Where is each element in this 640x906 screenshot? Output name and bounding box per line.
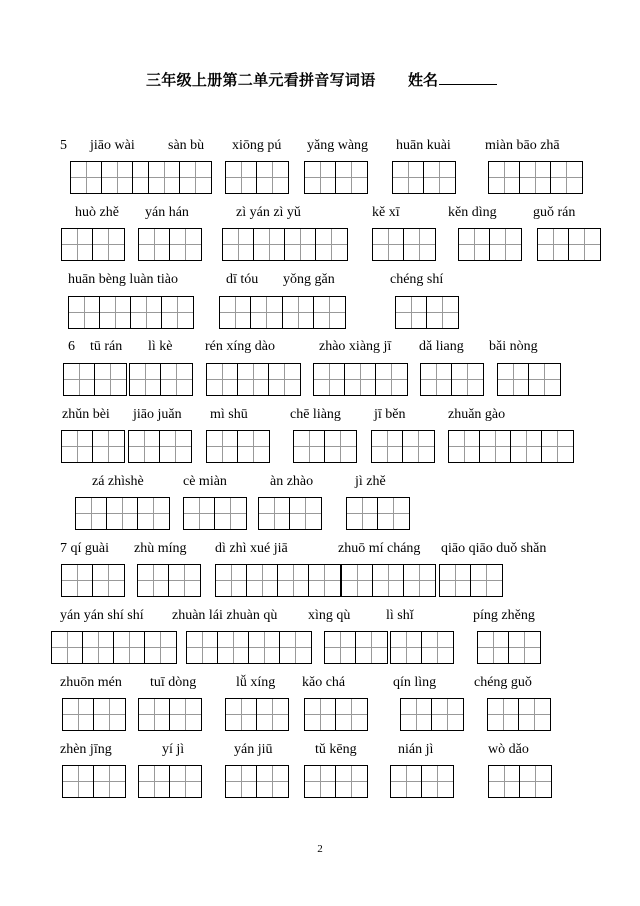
- writing-cell[interactable]: [309, 565, 340, 596]
- writing-cell[interactable]: [520, 162, 551, 193]
- writing-cell[interactable]: [249, 632, 280, 663]
- pinyin-prompt: tū rán: [90, 339, 123, 354]
- writing-cell[interactable]: [226, 699, 257, 730]
- writing-cell[interactable]: [207, 364, 238, 395]
- writing-cell[interactable]: [184, 498, 215, 529]
- writing-cell[interactable]: [314, 364, 345, 395]
- name-blank-line: [439, 69, 497, 85]
- writing-cell[interactable]: [404, 565, 435, 596]
- writing-cell[interactable]: [218, 632, 249, 663]
- writing-cell[interactable]: [459, 229, 490, 260]
- writing-cell[interactable]: [102, 162, 133, 193]
- worksheet-title: 三年级上册第二单元看拼音写词语: [146, 73, 376, 89]
- writing-grid: [129, 363, 193, 396]
- pinyin-prompt: zhǔn bèi: [62, 407, 110, 422]
- pinyin-prompt: 6: [68, 339, 75, 354]
- pinyin-prompt: zhù míng: [134, 541, 187, 556]
- writing-grid: [293, 430, 357, 463]
- writing-cell[interactable]: [404, 229, 435, 260]
- writing-cell[interactable]: [336, 766, 367, 797]
- writing-cell[interactable]: [129, 431, 160, 462]
- writing-cell[interactable]: [316, 229, 347, 260]
- writing-cell[interactable]: [529, 364, 560, 395]
- writing-grid: [372, 228, 436, 261]
- writing-cell[interactable]: [62, 229, 93, 260]
- pinyin-prompt: chéng shí: [390, 272, 444, 287]
- writing-cell[interactable]: [376, 364, 407, 395]
- pinyin-prompt: zhuǎn gào: [448, 407, 506, 422]
- writing-cell[interactable]: [391, 632, 422, 663]
- writing-cell[interactable]: [69, 297, 100, 328]
- writing-cell[interactable]: [145, 632, 176, 663]
- writing-cell[interactable]: [238, 364, 269, 395]
- writing-cell[interactable]: [93, 431, 124, 462]
- writing-cell[interactable]: [490, 229, 521, 260]
- pinyin-prompt: jì zhě: [355, 474, 386, 489]
- pinyin-prompt: jiāo juǎn: [133, 407, 182, 422]
- writing-cell[interactable]: [314, 297, 345, 328]
- pinyin-prompt: yǒng gǎn: [283, 272, 335, 287]
- pinyin-prompt: 7 qí guài: [60, 541, 109, 556]
- writing-cell[interactable]: [424, 162, 455, 193]
- writing-grid: [371, 430, 435, 463]
- writing-grid: [282, 296, 346, 329]
- pinyin-prompt: qín lìng: [393, 675, 437, 690]
- writing-cell[interactable]: [452, 364, 483, 395]
- writing-cell[interactable]: [542, 431, 573, 462]
- writing-cell[interactable]: [223, 229, 254, 260]
- writing-grid: [128, 430, 192, 463]
- name-label: 姓名: [408, 73, 439, 89]
- writing-cell[interactable]: [257, 162, 288, 193]
- writing-cell[interactable]: [396, 297, 427, 328]
- pinyin-prompt: chéng guǒ: [474, 675, 532, 690]
- pinyin-prompt: yí jì: [162, 742, 185, 757]
- writing-grid: [346, 497, 410, 530]
- writing-cell[interactable]: [94, 699, 125, 730]
- pinyin-prompt: qiāo qiāo duǒ shǎn: [441, 541, 547, 556]
- pinyin-prompt: jī běn: [374, 407, 406, 422]
- writing-grid: [258, 497, 322, 530]
- pinyin-prompt: zhuōn mén: [60, 675, 122, 690]
- writing-cell[interactable]: [278, 565, 309, 596]
- writing-cell[interactable]: [76, 498, 107, 529]
- writing-grid: [304, 765, 368, 798]
- writing-grid: [148, 161, 212, 194]
- writing-cell[interactable]: [160, 431, 191, 462]
- writing-cell[interactable]: [283, 297, 314, 328]
- writing-cell[interactable]: [427, 297, 458, 328]
- writing-cell[interactable]: [345, 364, 376, 395]
- writing-cell[interactable]: [269, 364, 300, 395]
- pinyin-prompt: huān bèng luàn tiào: [68, 272, 179, 287]
- writing-grid: [62, 765, 126, 798]
- writing-cell[interactable]: [285, 229, 316, 260]
- pinyin-prompt: zì yán zì yǔ: [236, 205, 301, 220]
- name-field: [408, 69, 497, 90]
- writing-cell[interactable]: [372, 431, 403, 462]
- writing-grid: [395, 296, 459, 329]
- pinyin-prompt: lì kè: [148, 339, 173, 354]
- pinyin-prompt: mì shū: [210, 407, 248, 422]
- writing-cell[interactable]: [391, 766, 422, 797]
- writing-cell[interactable]: [347, 498, 378, 529]
- pinyin-prompt: rén xíng dào: [205, 339, 275, 354]
- writing-cell[interactable]: [257, 699, 288, 730]
- writing-cell[interactable]: [107, 498, 138, 529]
- writing-grid: [488, 765, 552, 798]
- writing-grid: [458, 228, 522, 261]
- pinyin-prompt: lǚ xíng: [236, 675, 276, 690]
- writing-grid: [51, 631, 177, 664]
- writing-cell[interactable]: [62, 565, 93, 596]
- writing-grid: [183, 497, 247, 530]
- pinyin-prompt: yán hán: [145, 205, 189, 220]
- pinyin-prompt: jiāo wài: [90, 138, 135, 153]
- writing-cell[interactable]: [226, 766, 257, 797]
- writing-cell[interactable]: [378, 498, 409, 529]
- pinyin-prompt: huò zhě: [75, 205, 119, 220]
- pinyin-prompt: kě xī: [372, 205, 400, 220]
- writing-grid: [138, 228, 202, 261]
- writing-grid: [206, 363, 301, 396]
- writing-cell[interactable]: [95, 364, 126, 395]
- writing-cell[interactable]: [161, 364, 192, 395]
- writing-grid: [439, 564, 503, 597]
- pinyin-prompt: cè miàn: [183, 474, 227, 489]
- writing-cell[interactable]: [215, 498, 246, 529]
- writing-cell[interactable]: [114, 632, 145, 663]
- writing-cell[interactable]: [520, 766, 551, 797]
- writing-grid: [448, 430, 574, 463]
- writing-cell[interactable]: [170, 699, 201, 730]
- writing-cell[interactable]: [294, 431, 325, 462]
- writing-grid: [225, 698, 289, 731]
- writing-cell[interactable]: [511, 431, 542, 462]
- writing-grid: [215, 564, 341, 597]
- writing-grid: [390, 631, 454, 664]
- writing-cell[interactable]: [62, 431, 93, 462]
- writing-grid: [304, 161, 368, 194]
- writing-grid: [390, 765, 454, 798]
- writing-cell[interactable]: [64, 364, 95, 395]
- writing-cell[interactable]: [509, 632, 540, 663]
- pinyin-prompt: kǎo chá: [302, 675, 346, 690]
- writing-cell[interactable]: [342, 565, 373, 596]
- pinyin-prompt: kěn dìng: [448, 205, 497, 220]
- writing-grid: [488, 161, 583, 194]
- writing-cell[interactable]: [149, 162, 180, 193]
- writing-grid: [138, 698, 202, 731]
- writing-cell[interactable]: [290, 498, 321, 529]
- writing-grid: [225, 161, 289, 194]
- writing-grid: [324, 631, 388, 664]
- writing-cell[interactable]: [393, 162, 424, 193]
- writing-grid: [497, 363, 561, 396]
- pinyin-prompt: xìng qù: [308, 608, 351, 623]
- pinyin-prompt: yán yán shí shí: [60, 608, 144, 623]
- writing-cell[interactable]: [254, 229, 285, 260]
- writing-cell[interactable]: [162, 297, 193, 328]
- writing-grid: [75, 497, 170, 530]
- writing-cell[interactable]: [139, 699, 170, 730]
- writing-cell[interactable]: [519, 699, 550, 730]
- writing-cell[interactable]: [247, 565, 278, 596]
- writing-cell[interactable]: [551, 162, 582, 193]
- writing-cell[interactable]: [422, 632, 453, 663]
- writing-cell[interactable]: [432, 699, 463, 730]
- writing-cell[interactable]: [373, 229, 404, 260]
- writing-grid: [487, 698, 551, 731]
- writing-grid: [400, 698, 464, 731]
- writing-cell[interactable]: [251, 297, 282, 328]
- writing-cell[interactable]: [216, 565, 247, 596]
- writing-cell[interactable]: [238, 431, 269, 462]
- pinyin-prompt: zhào xiàng jī: [319, 339, 392, 354]
- writing-cell[interactable]: [71, 162, 102, 193]
- pinyin-prompt: chē liàng: [290, 407, 341, 422]
- writing-cell[interactable]: [538, 229, 569, 260]
- writing-grid: [477, 631, 541, 664]
- page-number: 2: [317, 843, 323, 855]
- writing-grid: [63, 363, 127, 396]
- writing-cell[interactable]: [421, 364, 452, 395]
- writing-cell[interactable]: [489, 766, 520, 797]
- pinyin-prompt: wò dǎo: [488, 742, 529, 757]
- writing-grid: [61, 228, 125, 261]
- writing-cell[interactable]: [207, 431, 238, 462]
- writing-cell[interactable]: [220, 297, 251, 328]
- pinyin-prompt: zhèn jīng: [60, 742, 112, 757]
- pinyin-prompt: nián jì: [398, 742, 434, 757]
- writing-grid: [313, 363, 408, 396]
- pinyin-prompt: sàn bù: [168, 138, 205, 153]
- writing-cell[interactable]: [138, 565, 169, 596]
- writing-cell[interactable]: [569, 229, 600, 260]
- writing-cell[interactable]: [373, 565, 404, 596]
- pinyin-prompt: huān kuài: [396, 138, 451, 153]
- writing-cell[interactable]: [63, 699, 94, 730]
- writing-cell[interactable]: [478, 632, 509, 663]
- writing-cell[interactable]: [471, 565, 502, 596]
- writing-cell[interactable]: [280, 632, 311, 663]
- writing-cell[interactable]: [138, 498, 169, 529]
- writing-cell[interactable]: [325, 632, 356, 663]
- writing-grid: [61, 430, 125, 463]
- writing-cell[interactable]: [449, 431, 480, 462]
- pinyin-prompt: tǔ kēng: [315, 742, 357, 757]
- writing-grid: [186, 631, 312, 664]
- writing-cell[interactable]: [480, 431, 511, 462]
- pinyin-prompt: yán jiū: [234, 742, 273, 757]
- writing-grid: [392, 161, 456, 194]
- writing-cell[interactable]: [169, 565, 200, 596]
- pinyin-prompt: àn zhào: [270, 474, 314, 489]
- writing-cell[interactable]: [336, 162, 367, 193]
- pinyin-prompt: dì zhì xué jiā: [215, 541, 288, 556]
- pinyin-prompt: lì shǐ: [386, 608, 414, 623]
- pinyin-prompt: píng zhěng: [473, 608, 535, 623]
- writing-cell[interactable]: [100, 297, 131, 328]
- writing-cell[interactable]: [130, 364, 161, 395]
- pinyin-prompt: yǎng wàng: [307, 138, 369, 153]
- writing-cell[interactable]: [336, 699, 367, 730]
- writing-grid: [222, 228, 348, 261]
- writing-cell[interactable]: [83, 632, 114, 663]
- writing-grid: [62, 698, 126, 731]
- writing-cell[interactable]: [139, 229, 170, 260]
- pinyin-prompt: dǎ liang: [419, 339, 464, 354]
- writing-cell[interactable]: [440, 565, 471, 596]
- writing-cell[interactable]: [187, 632, 218, 663]
- writing-cell[interactable]: [305, 766, 336, 797]
- pinyin-prompt: tuī dòng: [150, 675, 197, 690]
- writing-cell[interactable]: [422, 766, 453, 797]
- pinyin-prompt: zhuàn lái zhuàn qù: [172, 608, 278, 623]
- writing-cell[interactable]: [257, 766, 288, 797]
- writing-cell[interactable]: [52, 632, 83, 663]
- pinyin-prompt: xiōng pú: [232, 138, 282, 153]
- writing-grid: [537, 228, 601, 261]
- writing-grid: [420, 363, 484, 396]
- writing-grid: [219, 296, 283, 329]
- writing-cell[interactable]: [131, 297, 162, 328]
- writing-grid: [206, 430, 270, 463]
- writing-cell[interactable]: [170, 766, 201, 797]
- writing-cell[interactable]: [93, 565, 124, 596]
- writing-cell[interactable]: [325, 431, 356, 462]
- writing-cell[interactable]: [93, 229, 124, 260]
- writing-grid: [225, 765, 289, 798]
- writing-grid: [341, 564, 436, 597]
- writing-cell[interactable]: [94, 766, 125, 797]
- writing-cell[interactable]: [489, 162, 520, 193]
- writing-cell[interactable]: [180, 162, 211, 193]
- writing-cell[interactable]: [401, 699, 432, 730]
- pinyin-prompt: zá zhìshè: [92, 474, 144, 489]
- pinyin-prompt: guǒ rán: [533, 205, 576, 220]
- writing-cell[interactable]: [226, 162, 257, 193]
- writing-cell[interactable]: [170, 229, 201, 260]
- writing-cell[interactable]: [259, 498, 290, 529]
- pinyin-prompt: dī tóu: [226, 272, 259, 287]
- writing-grid: [304, 698, 368, 731]
- writing-cell[interactable]: [63, 766, 94, 797]
- writing-cell[interactable]: [403, 431, 434, 462]
- pinyin-prompt: bǎi nòng: [489, 339, 538, 354]
- writing-cell[interactable]: [488, 699, 519, 730]
- pinyin-prompt: 5: [60, 138, 67, 153]
- writing-cell[interactable]: [356, 632, 387, 663]
- writing-grid: [137, 564, 201, 597]
- writing-cell[interactable]: [139, 766, 170, 797]
- writing-cell[interactable]: [498, 364, 529, 395]
- writing-cell[interactable]: [305, 699, 336, 730]
- writing-cell[interactable]: [305, 162, 336, 193]
- pinyin-prompt: zhuō mí cháng: [338, 541, 421, 556]
- writing-grid: [68, 296, 194, 329]
- pinyin-prompt: miàn bāo zhā: [485, 138, 560, 153]
- writing-grid: [61, 564, 125, 597]
- worksheet-header: [0, 69, 640, 93]
- writing-grid: [138, 765, 202, 798]
